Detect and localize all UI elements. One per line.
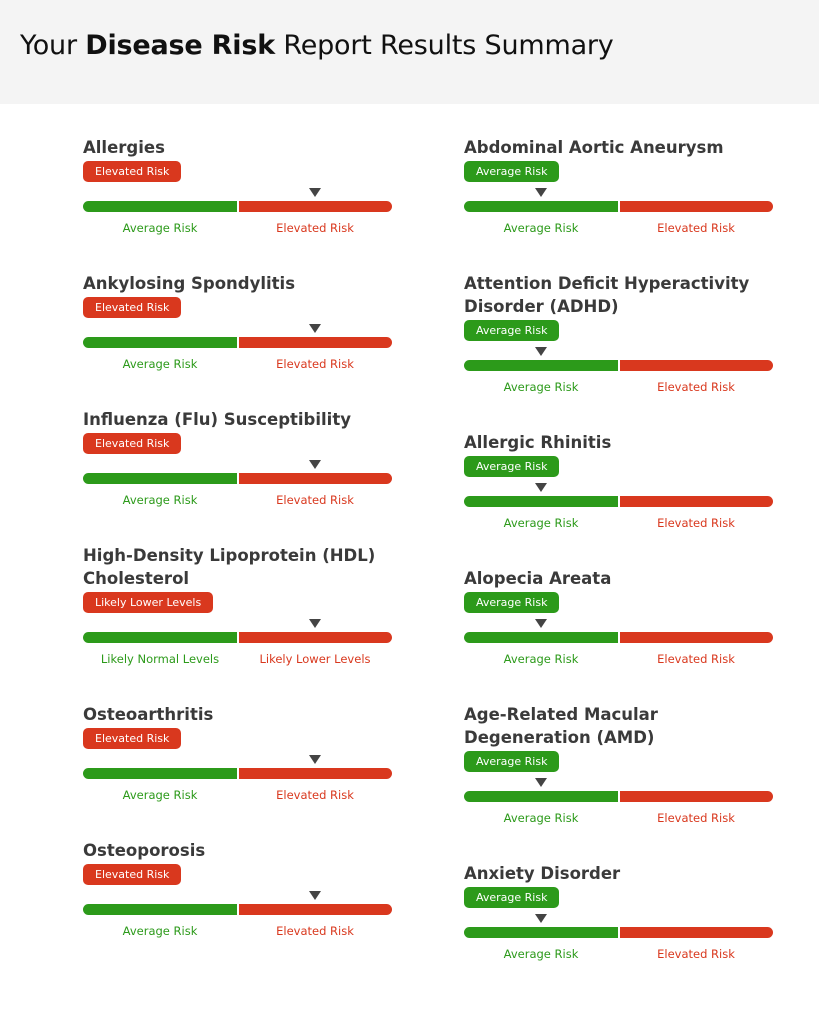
low-zone-label: Average Risk xyxy=(122,493,198,507)
condition-title[interactable]: High-Density Lipoprotein (HDL) Cholesterol xyxy=(83,546,376,588)
risk-card[interactable] xyxy=(464,567,774,667)
result-marker-caret-icon xyxy=(535,347,547,356)
risk-status-badge: Likely Lower Levels xyxy=(83,592,213,613)
risk-scale-bar xyxy=(464,927,773,938)
result-marker-caret-icon xyxy=(535,914,547,923)
low-zone-label: Average Risk xyxy=(503,811,579,825)
result-marker-caret-icon xyxy=(309,460,321,469)
average-zone-segment xyxy=(464,791,618,802)
risk-scale-bar xyxy=(83,337,392,348)
page-title-suffix: Report Results Summary xyxy=(274,30,614,61)
result-marker-caret-icon xyxy=(535,778,547,787)
average-zone-segment xyxy=(83,632,237,643)
risk-card[interactable] xyxy=(464,272,774,395)
average-zone-segment xyxy=(83,904,237,915)
condition-title[interactable]: Abdominal Aortic Aneurysm xyxy=(464,138,724,157)
average-zone-segment xyxy=(83,473,237,484)
risk-scale xyxy=(83,184,393,236)
risk-scale-bar xyxy=(83,201,392,212)
risk-card[interactable] xyxy=(83,136,393,236)
page-title-prefix: Your xyxy=(20,30,86,61)
risk-status-badge: Average Risk xyxy=(464,751,559,772)
risk-scale-bar xyxy=(464,201,773,212)
condition-title[interactable]: Allergic Rhinitis xyxy=(464,433,612,452)
elevated-zone-segment xyxy=(239,473,392,484)
condition-title[interactable]: Osteoarthritis xyxy=(83,705,214,724)
elevated-zone-segment xyxy=(239,201,392,212)
elevated-zone-segment xyxy=(239,904,392,915)
condition-title[interactable]: Ankylosing Spondylitis xyxy=(83,274,296,293)
condition-title[interactable]: Age-Related Macular Degeneration (AMD) xyxy=(464,705,658,747)
risk-scale-bar xyxy=(83,768,392,779)
risk-card[interactable] xyxy=(83,272,393,372)
risk-scale-bar xyxy=(464,791,773,802)
high-zone-label: Elevated Risk xyxy=(276,221,354,235)
average-zone-segment xyxy=(83,337,237,348)
risk-card[interactable] xyxy=(83,544,393,667)
report-header xyxy=(0,0,819,104)
risk-card[interactable] xyxy=(83,839,393,939)
low-zone-label: Average Risk xyxy=(503,652,579,666)
risk-scale xyxy=(464,343,774,395)
risk-scale-bar xyxy=(83,632,392,643)
average-zone-segment xyxy=(464,360,618,371)
average-zone-segment xyxy=(464,201,618,212)
average-zone-segment xyxy=(464,927,618,938)
elevated-zone-segment xyxy=(620,927,773,938)
risk-status-badge: Elevated Risk xyxy=(83,728,181,749)
low-zone-label: Average Risk xyxy=(503,221,579,235)
low-zone-label: Average Risk xyxy=(503,380,579,394)
condition-title[interactable]: Anxiety Disorder xyxy=(464,864,621,883)
low-zone-label: Average Risk xyxy=(122,221,198,235)
risk-card[interactable] xyxy=(83,703,393,803)
result-marker-caret-icon xyxy=(309,755,321,764)
condition-title[interactable]: Alopecia Areata xyxy=(464,569,612,588)
page-title xyxy=(20,30,614,61)
high-zone-label: Elevated Risk xyxy=(657,380,735,394)
risk-scale-bar xyxy=(464,496,773,507)
low-zone-label: Average Risk xyxy=(122,788,198,802)
average-zone-segment xyxy=(83,201,237,212)
risk-card[interactable] xyxy=(464,431,774,531)
result-marker-caret-icon xyxy=(535,188,547,197)
elevated-zone-segment xyxy=(239,768,392,779)
risk-scale xyxy=(464,479,774,531)
high-zone-label: Elevated Risk xyxy=(276,357,354,371)
result-marker-caret-icon xyxy=(309,188,321,197)
elevated-zone-segment xyxy=(620,496,773,507)
elevated-zone-segment xyxy=(620,791,773,802)
risk-status-badge: Average Risk xyxy=(464,887,559,908)
page-title-bold: Disease Risk xyxy=(85,30,275,61)
risk-scale-bar xyxy=(83,473,392,484)
risk-scale xyxy=(464,774,774,826)
risk-scale xyxy=(464,184,774,236)
risk-status-badge: Average Risk xyxy=(464,592,559,613)
condition-title[interactable]: Influenza (Flu) Susceptibility xyxy=(83,410,351,429)
low-zone-label: Likely Normal Levels xyxy=(100,652,220,666)
average-zone-segment xyxy=(464,632,618,643)
high-zone-label: Likely Lower Levels xyxy=(259,652,371,666)
condition-title[interactable]: Osteoporosis xyxy=(83,841,206,860)
low-zone-label: Average Risk xyxy=(122,357,198,371)
result-marker-caret-icon xyxy=(309,891,321,900)
high-zone-label: Elevated Risk xyxy=(276,788,354,802)
elevated-zone-segment xyxy=(239,632,392,643)
risk-scale xyxy=(83,456,393,508)
elevated-zone-segment xyxy=(620,360,773,371)
average-zone-segment xyxy=(464,496,618,507)
average-zone-segment xyxy=(83,768,237,779)
result-marker-caret-icon xyxy=(535,619,547,628)
result-marker-caret-icon xyxy=(535,483,547,492)
risk-scale xyxy=(464,615,774,667)
low-zone-label: Average Risk xyxy=(503,947,579,961)
risk-scale-bar xyxy=(464,632,773,643)
risk-status-badge: Average Risk xyxy=(464,161,559,182)
risk-status-badge: Elevated Risk xyxy=(83,433,181,454)
result-marker-caret-icon xyxy=(309,619,321,628)
high-zone-label: Elevated Risk xyxy=(657,221,735,235)
risk-scale xyxy=(464,910,774,962)
risk-scale xyxy=(83,320,393,372)
risk-scale-bar xyxy=(464,360,773,371)
risk-card[interactable] xyxy=(464,703,774,826)
risk-status-badge: Average Risk xyxy=(464,456,559,477)
risk-status-badge: Elevated Risk xyxy=(83,864,181,885)
risk-scale xyxy=(83,751,393,803)
risk-status-badge: Elevated Risk xyxy=(83,297,181,318)
high-zone-label: Elevated Risk xyxy=(276,924,354,938)
low-zone-label: Average Risk xyxy=(122,924,198,938)
high-zone-label: Elevated Risk xyxy=(657,652,735,666)
risk-status-badge: Elevated Risk xyxy=(83,161,181,182)
low-zone-label: Average Risk xyxy=(503,516,579,530)
risk-scale xyxy=(83,615,393,667)
condition-title[interactable]: Allergies xyxy=(83,138,165,157)
risk-card[interactable] xyxy=(464,862,774,962)
elevated-zone-segment xyxy=(620,201,773,212)
high-zone-label: Elevated Risk xyxy=(657,947,735,961)
high-zone-label: Elevated Risk xyxy=(657,516,735,530)
condition-title[interactable]: Attention Deficit Hyperactivity Disorder (ADHD) xyxy=(464,274,750,316)
risk-card[interactable] xyxy=(83,408,393,508)
high-zone-label: Elevated Risk xyxy=(276,493,354,507)
risk-scale xyxy=(83,887,393,939)
elevated-zone-segment xyxy=(620,632,773,643)
result-marker-caret-icon xyxy=(309,324,321,333)
risk-scale-bar xyxy=(83,904,392,915)
high-zone-label: Elevated Risk xyxy=(657,811,735,825)
elevated-zone-segment xyxy=(239,337,392,348)
risk-card[interactable] xyxy=(464,136,774,236)
risk-status-badge: Average Risk xyxy=(464,320,559,341)
